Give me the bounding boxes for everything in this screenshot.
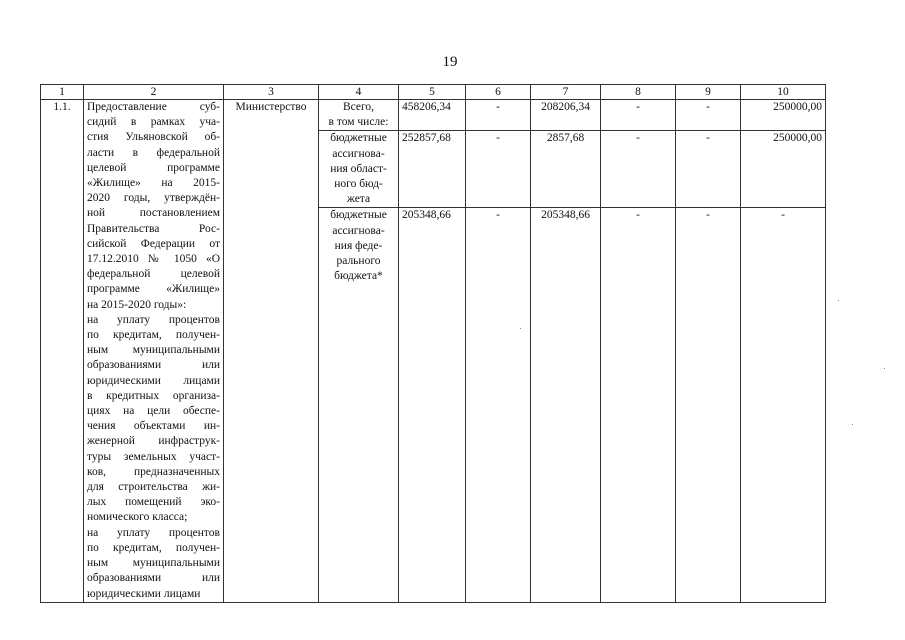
page-number: 19 [442, 54, 458, 70]
description-line: ласти в федеральной [87, 146, 220, 159]
header-col-1: 1 [41, 85, 84, 100]
cell-c5: 252857,68 [399, 131, 466, 208]
source-line: Всего, [342, 101, 375, 113]
cell-c8: - [601, 208, 676, 602]
cell-c5: 458206,34 [399, 100, 466, 131]
source-line: жета [346, 193, 371, 206]
description-line: ным муниципальными [87, 557, 220, 570]
description-line: 17.12.2010 № 1050 «О [87, 253, 220, 266]
scan-speck [838, 300, 839, 301]
source-line: в том числе: [328, 116, 389, 129]
description-line: на уплату процентов [87, 526, 220, 539]
header-col-7: 7 [531, 85, 601, 100]
description-line: Предоставление суб- [87, 101, 220, 113]
cell-c7: 208206,34 [531, 100, 601, 131]
cell-c10: 250000,00 [741, 100, 826, 131]
row-description [84, 100, 224, 603]
cell-c6: - [466, 131, 531, 208]
cell-c5: 205348,66 [399, 208, 466, 602]
cell-c6: - [466, 208, 531, 602]
source-federal [319, 208, 399, 602]
description-line: образованиями или [87, 359, 220, 372]
description-line: ным муниципальными [87, 344, 220, 357]
row-number: 1.1. [41, 100, 84, 603]
source-line: бюджетные [330, 132, 387, 145]
description-line: образованиями или [87, 572, 220, 585]
source-line: ния област- [330, 162, 387, 175]
description-line: чения объектами ин- [87, 420, 220, 433]
source-line: бюджетные [330, 209, 387, 222]
description-line: на 2015-2020 годы»: [87, 298, 187, 311]
description-line: в кредитных организа- [87, 389, 220, 402]
description-line: женерной инфраструк- [87, 435, 220, 448]
table-row [41, 100, 826, 131]
cell-c10: 250000,00 [741, 131, 826, 208]
header-col-10: 10 [741, 85, 826, 100]
source-total [319, 100, 399, 131]
description-line: лых помещений эко- [87, 496, 220, 509]
source-line: бюджета* [334, 270, 383, 283]
scan-speck [884, 368, 885, 369]
header-col-9: 9 [676, 85, 741, 100]
cell-c9: - [676, 100, 741, 131]
description-line: сийской Федерации от [87, 237, 220, 250]
description-line: юридическими лицами [87, 374, 220, 387]
header-col-5: 5 [399, 85, 466, 100]
description-line: на уплату процентов [87, 313, 220, 326]
description-line: стия Ульяновской об- [87, 131, 220, 144]
description-line: Правительства Рос- [87, 222, 220, 235]
description-line: 2020 годы, утверждён- [87, 192, 220, 205]
description-line: номического класса; [87, 511, 188, 524]
description-line: «Жилище» на 2015- [87, 177, 220, 190]
description-line: программе «Жилище» [87, 283, 220, 296]
header-row [41, 85, 826, 100]
cell-c7: 205348,66 [531, 208, 601, 602]
header-col-2: 2 [84, 85, 224, 100]
header-col-8: 8 [601, 85, 676, 100]
cell-c8: - [601, 131, 676, 208]
cell-c9: - [676, 208, 741, 602]
description-line: циях на цели обеспе- [87, 405, 220, 418]
source-line: ассигнова- [332, 147, 385, 160]
scan-speck [520, 328, 521, 329]
header-col-6: 6 [466, 85, 531, 100]
description-line: по кредитам, получен- [87, 541, 220, 554]
source-regional [319, 131, 399, 208]
description-line: ной постановлением [87, 207, 220, 220]
source-line: рального [336, 255, 381, 268]
row-organization: Министерство [224, 100, 319, 603]
description-line: для строительства жи- [87, 481, 220, 494]
header-col-4: 4 [319, 85, 399, 100]
header-col-3: 3 [224, 85, 319, 100]
cell-c8: - [601, 100, 676, 131]
description-line: по кредитам, получен- [87, 329, 220, 342]
cell-c6: - [466, 100, 531, 131]
description-line: ков, предназначенных [87, 465, 220, 478]
source-line: ного бюд- [334, 178, 383, 191]
scan-speck [852, 424, 853, 425]
description-line: сидий в рамках уча- [87, 116, 220, 129]
cell-c10: - [741, 208, 826, 602]
cell-c7: 2857,68 [531, 131, 601, 208]
description-line: целевой программе [87, 161, 220, 174]
description-line: юридическими лицами [87, 587, 201, 600]
description-line: федеральной целевой [87, 268, 220, 281]
cell-c9: - [676, 131, 741, 208]
description-line: туры земельных участ- [87, 450, 220, 463]
budget-table [40, 84, 826, 603]
source-line: ния феде- [334, 239, 383, 252]
source-line: ассигнова- [332, 224, 385, 237]
